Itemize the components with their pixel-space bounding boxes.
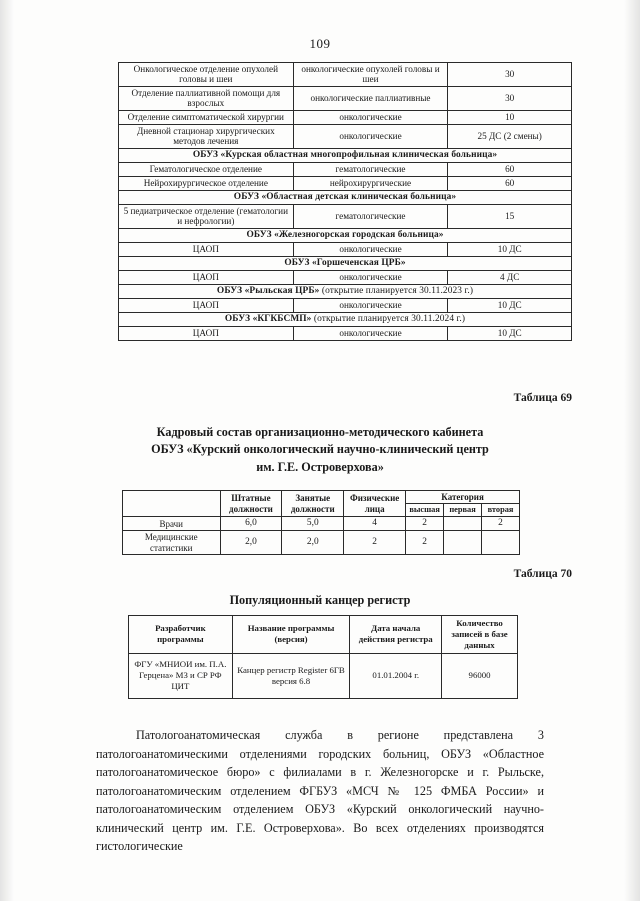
staff-cell-shtatnye: 2,0: [220, 531, 282, 555]
departments-table-row: [119, 86, 572, 110]
staff-cell-zanyatye: 2,0: [282, 531, 344, 555]
staff-table-row: [123, 531, 520, 555]
departments-table-row: [119, 326, 572, 340]
departments-cell-2: онкологические: [293, 298, 448, 312]
departments-cell-2: гематологические: [293, 204, 448, 228]
departments-table-row: [119, 124, 572, 148]
registry-table: [128, 615, 518, 699]
staff-table-body: [123, 517, 520, 555]
staff-header-pervaya: первая: [444, 504, 482, 517]
departments-group-note: (открытие планируется 30.11.2024 г.): [311, 314, 466, 325]
registry-header-name-l1: Название программы: [247, 623, 335, 634]
departments-cell-3: 30: [448, 63, 572, 87]
departments-group-note: (открытие планируется 30.11.2023 г.): [319, 286, 474, 297]
departments-group-row: [119, 256, 572, 270]
staff-cell-shtatnye: 6,0: [220, 517, 282, 531]
table-69-caption: Таблица 69: [513, 392, 572, 404]
departments-group-title: ОБУЗ «Железногорская городская больница»: [119, 228, 572, 242]
table-70-title-line1: Популяционный канцер регистр: [229, 593, 411, 607]
page-number: 109: [309, 36, 331, 51]
departments-cell-2: онкологические паллиативные: [293, 86, 448, 110]
registry-cell-name: Канцер регистр Register 6ГВ версия 6.8: [232, 653, 350, 698]
departments-cell-2: нейрохирургические: [293, 176, 448, 190]
departments-cell-1: Отделение паллиативной помощи для взрослых: [119, 86, 294, 110]
departments-table-row: [119, 63, 572, 87]
staff-table: [122, 490, 520, 555]
body-paragraph: Патологоанатомическая служба в регионе представлена 3 патологоанатомическими отделениями городских больниц, ОБУЗ «Областное патологоанатомическое бюро» с филиалами в г. Железногорске и г. Рыльске, патологоанатомическим отделением ФГБУЗ «МСЧ № 125 ФМБА России» и патологоанатомическим отделением ОБУЗ «Курский онкологический научно-клинический центр им. Г.Е. Островерхова». Во всех отделениях производятся гистологические: [96, 728, 544, 854]
departments-cell-2: онкологические: [293, 110, 448, 124]
table-69-title-line3: им. Г.Е. Островерхова»: [256, 459, 384, 474]
departments-group-row: [119, 228, 572, 242]
departments-group-row: [119, 190, 572, 204]
staff-cell-vtoraya: [482, 531, 520, 555]
departments-cell-1: ЦАОП: [119, 298, 294, 312]
departments-cell-1: 5 педиатрическое отделение (гематологии и нефрологии): [119, 204, 294, 228]
departments-cell-1: Отделение симптоматической хирургии: [119, 110, 294, 124]
departments-group-row: [119, 148, 572, 162]
departments-cell-1: Гематологическое отделение: [119, 162, 294, 176]
departments-group-title: ОБУЗ «КГКБСМП» (открытие планируется 30.11.2024 г.): [119, 312, 572, 326]
staff-cell-fizicheskie: 2: [344, 531, 406, 555]
departments-cell-2: онкологические: [293, 270, 448, 284]
registry-table-row: [129, 653, 518, 698]
departments-table-row: [119, 162, 572, 176]
staff-header-zanyatye-l1: Занятые: [295, 493, 331, 504]
departments-cell-2: онкологические: [293, 124, 448, 148]
departments-group-row: [119, 284, 572, 298]
departments-cell-2: онкологические: [293, 326, 448, 340]
staff-header-blank: [123, 491, 221, 517]
departments-cell-3: 25 ДС (2 смены): [448, 124, 572, 148]
departments-cell-2: онкологические опухолей головы и шеи: [293, 63, 448, 87]
registry-table-container: [128, 615, 518, 699]
staff-header-fizicheskie-l2: лица: [364, 503, 385, 514]
departments-cell-1: ЦАОП: [119, 270, 294, 284]
departments-table-row: [119, 176, 572, 190]
departments-table-container: [118, 62, 572, 341]
departments-cell-3: 15: [448, 204, 572, 228]
departments-group-row: [119, 312, 572, 326]
registry-header-name-l2: (версия): [274, 634, 308, 645]
registry-header-count-l1: Количество: [456, 618, 503, 628]
staff-header-vysshaya: высшая: [406, 504, 444, 517]
staff-table-head: [123, 491, 520, 517]
table-70-caption: Таблица 70: [513, 568, 572, 580]
staff-header-zanyatye-l2: должности: [290, 503, 335, 514]
departments-table-row: [119, 110, 572, 124]
departments-cell-2: онкологические: [293, 242, 448, 256]
departments-cell-3: 60: [448, 176, 572, 190]
staff-cell-label: Врачи: [123, 517, 221, 531]
registry-table-head: [129, 616, 518, 654]
departments-group-title: ОБУЗ «Горшеченская ЦРБ»: [119, 256, 572, 270]
staff-cell-vtoraya: 2: [482, 517, 520, 531]
registry-header-developer-l2: программы: [157, 634, 204, 645]
staff-cell-label: Медицинские статистики: [123, 531, 221, 555]
registry-header-date: [350, 616, 442, 654]
staff-header-fizicheskie: [344, 491, 406, 517]
staff-table-row: [123, 517, 520, 531]
departments-group-title: ОБУЗ «Курская областная многопрофильная клиническая больница»: [119, 148, 572, 162]
departments-cell-1: Онкологическое отделение опухолей головы и шеи: [119, 63, 294, 87]
staff-cell-vysshaya: 2: [406, 531, 444, 555]
departments-table-body: [119, 63, 572, 341]
registry-table-body: [129, 653, 518, 698]
staff-table-container: [122, 490, 520, 555]
departments-cell-3: 10 ДС: [448, 326, 572, 340]
registry-cell-count: 96000: [442, 653, 518, 698]
table-69-title: [0, 424, 640, 476]
table-69-title-line2: ОБУЗ «Курский онкологический научно-клинический центр: [151, 442, 489, 457]
departments-cell-3: 30: [448, 86, 572, 110]
departments-cell-3: 10: [448, 110, 572, 124]
departments-cell-3: 10 ДС: [448, 298, 572, 312]
staff-cell-pervaya: [444, 517, 482, 531]
departments-table: [118, 62, 572, 341]
registry-header-developer-l1: Разработчик: [155, 623, 206, 634]
staff-header-vtoraya: вторая: [482, 504, 520, 517]
registry-header-developer: [129, 616, 233, 654]
staff-header-fizicheskie-l1: Физические: [350, 493, 400, 504]
staff-header-zanyatye: [282, 491, 344, 517]
registry-header-count-l3: данных: [464, 639, 495, 650]
departments-cell-2: гематологические: [293, 162, 448, 176]
departments-table-row: [119, 242, 572, 256]
registry-header-count: [442, 616, 518, 654]
registry-header-date-l2: действия регистра: [358, 634, 433, 645]
departments-cell-3: 60: [448, 162, 572, 176]
departments-cell-1: ЦАОП: [119, 326, 294, 340]
departments-cell-1: ЦАОП: [119, 242, 294, 256]
staff-cell-pervaya: [444, 531, 482, 555]
table-70-title: [0, 592, 640, 609]
table-69-title-line1: Кадровый состав организационно-методического кабинета: [156, 425, 484, 439]
registry-header-row: [129, 616, 518, 654]
departments-table-row: [119, 270, 572, 284]
departments-cell-3: 10 ДС: [448, 242, 572, 256]
registry-header-name: [232, 616, 350, 654]
staff-cell-fizicheskie: 4: [344, 517, 406, 531]
registry-header-date-l1: Дата начала: [371, 623, 421, 634]
departments-cell-1: Нейрохирургическое отделение: [119, 176, 294, 190]
staff-header-shtatnye-l2: должности: [229, 503, 273, 514]
staff-cell-zanyatye: 5,0: [282, 517, 344, 531]
staff-header-shtatnye-l1: Штатные: [231, 493, 271, 504]
departments-cell-1: Дневной стационар хирургических методов лечения: [119, 124, 294, 148]
staff-header-kategoriya: Категория: [406, 491, 520, 504]
departments-cell-3: 4 ДС: [448, 270, 572, 284]
departments-group-title: ОБУЗ «Областная детская клиническая больница»: [119, 190, 572, 204]
registry-header-count-l2: записей в базе: [451, 628, 508, 639]
staff-header-row-1: [123, 491, 520, 504]
departments-group-title: ОБУЗ «Рыльская ЦРБ» (открытие планируется 30.11.2023 г.): [119, 284, 572, 298]
staff-header-shtatnye: [220, 491, 282, 517]
registry-cell-developer: ФГУ «МНИОИ им. П.А. Герцена» МЗ и СР РФ ЦИТ: [129, 653, 233, 698]
departments-table-row: [119, 298, 572, 312]
departments-table-row: [119, 204, 572, 228]
registry-cell-date: 01.01.2004 г.: [350, 653, 442, 698]
staff-cell-vysshaya: 2: [406, 517, 444, 531]
